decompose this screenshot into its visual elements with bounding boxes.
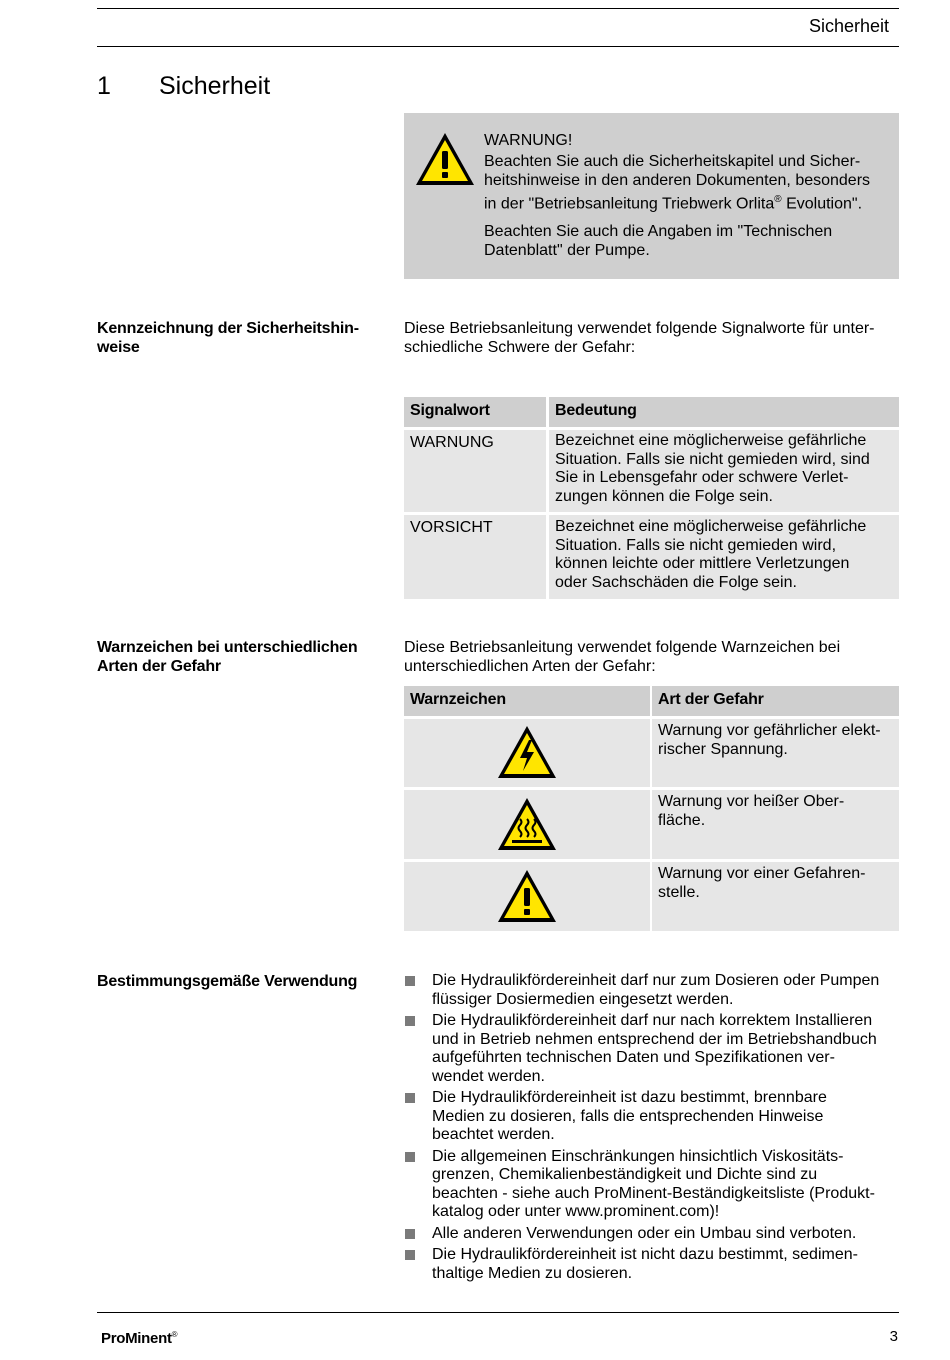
bullet-square-icon [405,1250,415,1260]
list-line: und in Betrieb nehmen entsprechend der im Betriebshandbuch [432,1030,877,1048]
hazard-description-cell [652,790,899,859]
prominent-logo [101,1330,177,1347]
list-line: thaltige Medien zu dosieren. [432,1264,633,1282]
table-cell-meaning [549,430,899,512]
intro-line: Diese Betriebsanleitung verwendet folgende Signalworte für unter- [404,320,875,337]
hazard-line: Warnung vor gefährlicher elekt- [658,722,881,739]
table-header-art-der-gefahr: Art der Gefahr [652,686,899,716]
list-line: grenzen, Chemikalienbeständigkeit und Dichte sind zu [432,1166,818,1183]
list-line: Die Hydraulikfördereinheit ist nicht dazu bestimmt, sedimen- [432,1246,858,1263]
symbol-cell [404,862,650,931]
hazard-line: Warnung vor einer Gefahren- [658,865,866,882]
registered-mark: ® [774,194,782,205]
hot-surface-warning-icon [496,796,558,858]
electric-voltage-warning-icon [496,724,558,786]
header-top-rule [97,8,899,9]
meaning-line: können leichte oder mittlere Verletzungen [555,555,850,572]
list-item [404,1089,904,1145]
header-bottom-rule [97,46,899,47]
bullet-square-icon [405,1229,415,1239]
list-line: flüssiger Dosiermedien eingesetzt werden. [432,990,734,1008]
list-line: Alle anderen Verwendungen oder ein Umbau sind verboten. [432,1224,857,1242]
list-line: Die allgemeinen Einschränkungen hinsichtlich Viskositäts- [432,1147,844,1165]
symbol-cell [404,719,650,787]
intended-use-list [404,972,904,1286]
logo-part-a: Pro [101,1330,126,1347]
bullet-square-icon [405,1152,415,1162]
list-line: beachten - siehe auch ProMinent-Beständigkeitsliste (Produkt- [432,1184,875,1202]
list-line: Die Hydraulikfördereinheit darf nur nach korrektem Installieren [432,1012,873,1029]
logo-part-b: Minent [125,1330,172,1347]
hazard-line: Warnung vor heißer Ober- [658,793,845,810]
bullet-square-icon [405,976,415,986]
chapter-number: 1 [97,72,111,100]
list-line: beachtet werden. [432,1126,555,1143]
logo-registered-mark: ® [171,1330,178,1339]
list-item [404,1012,904,1086]
signal-intro-text [404,319,899,357]
intro-line: Diese Betriebsanleitung verwendet folgende Warnzeichen bei [404,639,841,656]
general-danger-warning-icon [496,868,558,930]
table-header-bedeutung: Bedeutung [549,397,899,427]
side-heading-line: Arten der Gefahr [97,658,221,675]
table-header-warnzeichen: Warnzeichen [404,686,650,716]
table-cell-word: WARNUNG [404,430,546,512]
running-header-title: Sicherheit [808,16,889,36]
list-item [404,1246,904,1283]
meaning-line: Bezeichnet eine möglicherweise gefährliche [555,518,867,535]
intro-line: unterschiedlichen Arten der Gefahr: [404,658,656,675]
side-heading-line: Kennzeichnung der Sicherheitshin- [97,320,359,337]
page-number: 3 [889,1328,898,1345]
side-heading-warning-symbols [97,638,372,676]
warning-p2-line1: Beachten Sie auch die Angaben im "Technischen [484,223,833,241]
side-heading-signal-words [97,319,372,357]
warning-paragraph-1 [484,152,894,213]
warning-p1-line3a: in der "Betriebsanleitung Triebwerk Orlita [484,195,775,213]
list-line: Die Hydraulikfördereinheit ist dazu bestimmt, brennbare [432,1089,827,1106]
hazard-line: stelle. [658,883,700,901]
warning-box [404,113,899,279]
hazard-description-cell [652,862,899,931]
meaning-line: Situation. Falls sie nicht gemieden wird, [555,536,837,554]
table-header-signalwort: Signalwort [404,397,546,427]
symbol-cell [404,790,650,859]
side-heading-intended-use: Bestimmungsgemäße Verwendung [97,973,358,990]
warning-p1-line3b: Evolution". [781,195,863,213]
table-cell-meaning [549,515,899,599]
list-item [404,1225,904,1244]
list-line: aufgeführten technischen Daten und Spezifikationen ver- [432,1049,835,1066]
hazard-description-cell [652,719,899,787]
meaning-line: Sie in Lebensgefahr oder schwere Verlet- [555,469,849,486]
warning-triangle-icon [414,131,476,192]
warning-p1-line1: Beachten Sie auch die Sicherheitskapitel und Sicher- [484,153,861,170]
warning-text [484,131,894,269]
bullet-square-icon [405,1093,415,1103]
list-line: Die Hydraulikfördereinheit darf nur zum Dosieren oder Pumpen [432,972,880,989]
meaning-line: zungen können die Folge sein. [555,487,773,505]
hazard-line: fläche. [658,811,706,829]
meaning-line: Bezeichnet eine möglicherweise gefährliche [555,432,867,449]
side-heading-line: weise [97,339,140,356]
list-line: wendet werden. [432,1067,545,1085]
footer-rule [97,1312,899,1313]
warning-p1-line2: heitshinweise in den anderen Dokumenten, besonders [484,172,871,189]
symbols-intro-text [404,638,899,676]
list-item [404,972,904,1009]
warning-paragraph-2 [484,222,894,260]
intro-line: schiedliche Schwere der Gefahr: [404,339,636,356]
list-line: Medien zu dosieren, falls die entsprechenden Hinweise [432,1107,824,1125]
side-heading-line: Warnzeichen bei unterschiedlichen [97,639,358,656]
bullet-square-icon [405,1016,415,1026]
chapter-title: Sicherheit [159,72,271,100]
meaning-line: oder Sachschäden die Folge sein. [555,573,797,591]
warning-p2-line2: Datenblatt" der Pumpe. [484,242,650,260]
table-cell-word: VORSICHT [404,515,546,599]
list-item [404,1148,904,1222]
meaning-line: Situation. Falls sie nicht gemieden wird, sind [555,450,870,468]
hazard-line: rischer Spannung. [658,740,788,758]
warning-title: WARNUNG! [484,132,573,149]
list-line: katalog oder unter www.prominent.com)! [432,1203,720,1220]
